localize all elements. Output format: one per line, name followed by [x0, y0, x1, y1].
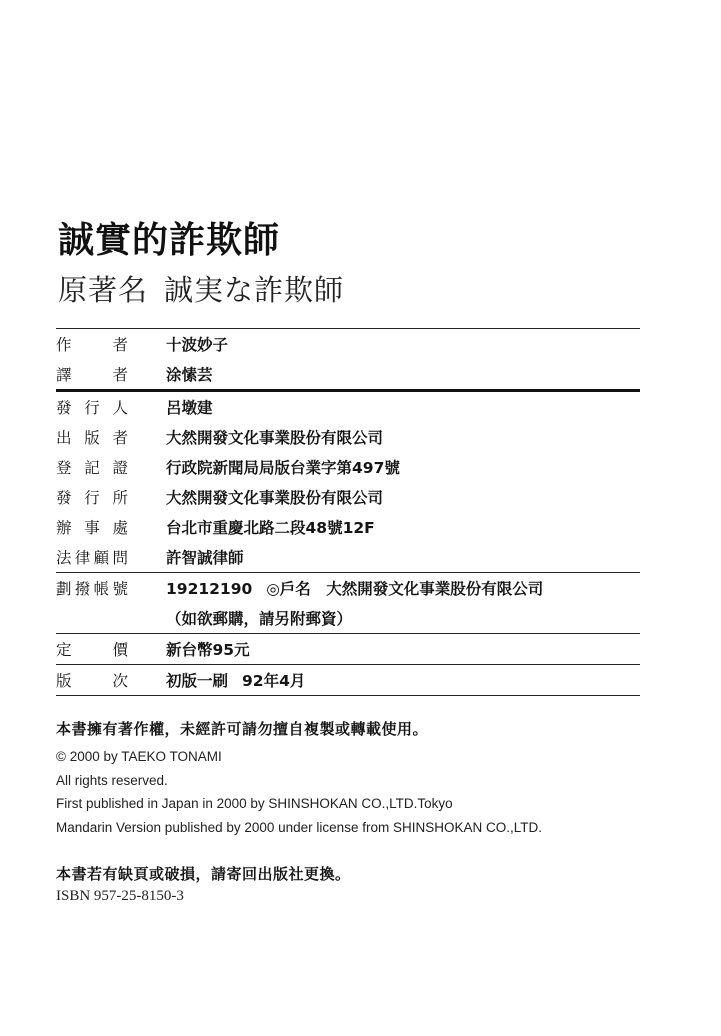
- credit-value: 十波妙子: [166, 336, 229, 354]
- edition-text: 初版一刷: [166, 672, 229, 690]
- credit-label: 譯 者: [56, 366, 128, 384]
- credit-row-price: [56, 634, 640, 664]
- credit-label: 版 次: [56, 672, 128, 690]
- credit-label: 劃 撥 帳 號: [56, 580, 128, 598]
- original-title-label: 原著名: [58, 273, 149, 307]
- credit-value: 涂愫芸: [166, 366, 213, 384]
- credit-value: 許智誠律師: [166, 549, 244, 567]
- credit-row-postal-account: [56, 573, 640, 603]
- mandarin-version-line: Mandarin Version published by 2000 under license from SHINSHOKAN CO.,LTD.: [56, 819, 542, 835]
- copyright-line: © 2000 by TAEKO TONAMI: [56, 749, 222, 764]
- credit-label: 法 律 顧 問: [56, 549, 128, 567]
- credit-label: 辦 事 處: [56, 519, 128, 537]
- credit-row-edition: [56, 665, 640, 695]
- credit-value: 行政院新聞局局版台業字第497號: [166, 459, 400, 477]
- rights-line: All rights reserved.: [56, 772, 168, 788]
- postal-account-number: 19212190: [166, 580, 253, 598]
- first-published-line: First published in Japan in 2000 by SHINSHOKAN CO.,LTD.Tokyo: [56, 796, 453, 811]
- divider: [56, 695, 640, 696]
- credit-row-mail-order-note: [56, 603, 640, 633]
- postal-account-name: ◎戶名 大然開發文化事業股份有限公司: [266, 580, 544, 598]
- credit-label: 發 行 所: [56, 489, 128, 507]
- credit-label: 登 記 證: [56, 459, 128, 477]
- edition-date: 92年4月: [242, 672, 306, 690]
- credit-row-legal: [56, 542, 640, 572]
- credit-value: 呂墩建: [166, 399, 213, 417]
- credit-value: 台北市重慶北路二段48號12F: [166, 519, 375, 537]
- original-title-text: 誠実な詐欺師: [164, 273, 345, 307]
- credits-table: [56, 328, 640, 696]
- credit-label: 發 行 人: [56, 399, 128, 417]
- credit-row-author: [56, 329, 640, 359]
- credit-row-registration: [56, 452, 640, 482]
- credit-row-translator: [56, 359, 640, 389]
- credit-value: 大然開發文化事業股份有限公司: [166, 489, 384, 507]
- credit-value: 大然開發文化事業股份有限公司: [166, 429, 384, 447]
- credit-label: 定 價: [56, 641, 128, 659]
- return-notice-cn: 本書若有缺頁或破損，請寄回出版社更換。: [56, 865, 351, 883]
- credit-row-publisher-person: [56, 392, 640, 422]
- book-title: 誠實的詐欺師: [58, 220, 281, 261]
- credit-value: [166, 669, 640, 691]
- original-title: [58, 268, 344, 309]
- isbn: ISBN 957-25-8150-3: [56, 888, 184, 904]
- credit-value: 新台幣95元: [166, 641, 250, 659]
- credit-row-office: [56, 512, 640, 542]
- credit-row-distributor: [56, 482, 640, 512]
- credit-value: （如欲郵購，請另附郵資）: [166, 610, 353, 628]
- credit-label: 作 者: [56, 336, 128, 354]
- credit-value: [166, 577, 640, 599]
- copyright-notes: [56, 718, 676, 905]
- credit-row-publisher: [56, 422, 640, 452]
- credit-label: 出 版 者: [56, 429, 128, 447]
- copyright-notice-cn: 本書擁有著作權，未經許可請勿擅自複製或轉載使用。: [56, 720, 429, 738]
